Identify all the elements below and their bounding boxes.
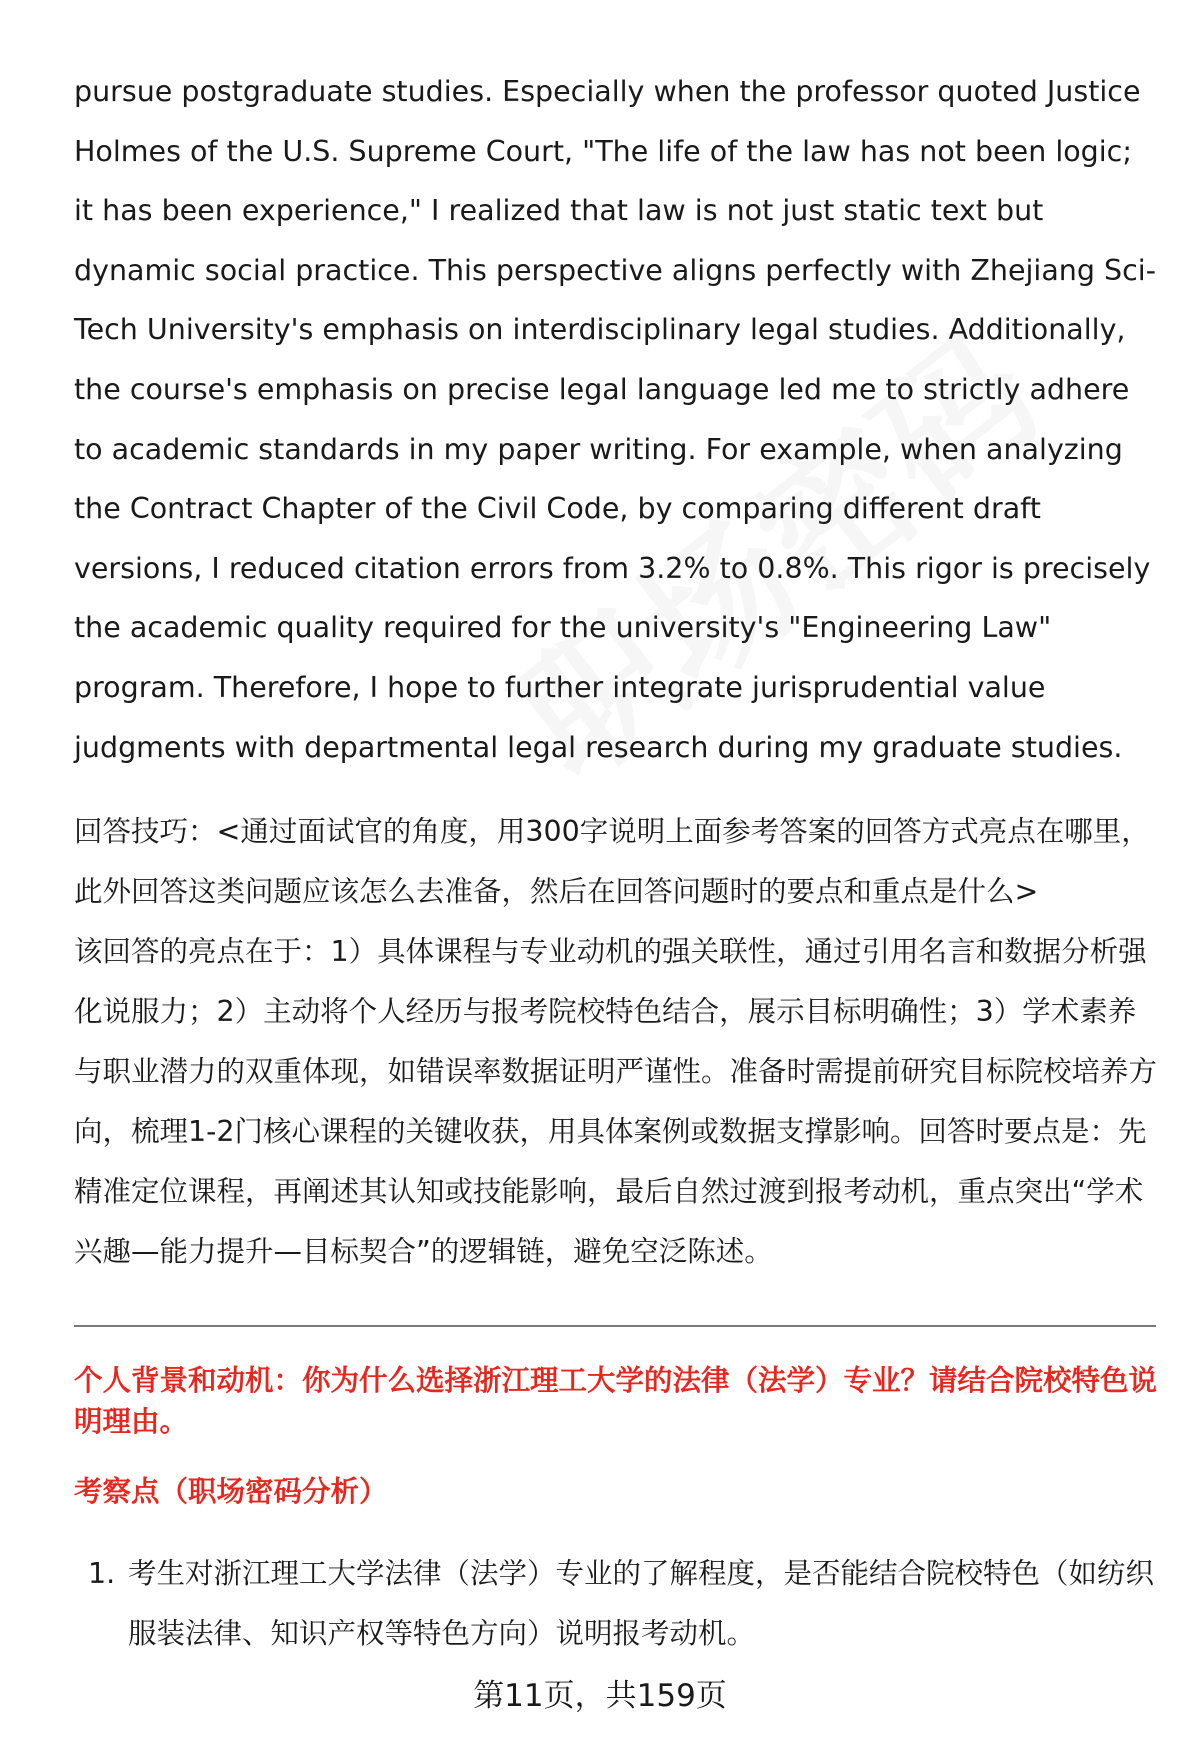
assessment-points-heading: 考察点（职场密码分析） <box>74 1475 388 1508</box>
section-divider <box>74 1325 1156 1327</box>
list-item <box>74 1544 1164 1664</box>
answer-tips-section <box>74 802 1164 1282</box>
question-heading: 个人背景和动机：你为什么选择浙江理工大学的法律（法学）专业？请结合院校特色说明理由。 <box>74 1364 1158 1438</box>
english-answer-paragraph: pursue postgraduate studies. Especially when the professor quoted Justice Holmes of the U.S. Supreme Court, "The life of the law has not been logic; it has been experience," I realized that law is not just static text but dynamic social practice. This perspective aligns perfectly with Zhejiang Sci-Tech University's emphasis on interdisciplinary legal studies. Additionally, the course's emphasis on precise legal language led me to strictly adhere to academic standards in my paper writing. For example, when analyzing the Contract Chapter of the Civil Code, by comparing different draft versions, I reduced citation errors from 3.2% to 0.8%. This rigor is precisely the academic quality required for the university's "Engineering Law" program. Therefore, I hope to further integrate jurisprudential value judgments with departmental legal research during my graduate studies. <box>74 75 1156 764</box>
list-item-text: 考生对浙江理工大学法律（法学）专业的了解程度，是否能结合院校特色（如纺织服装法律、知识产权等特色方向）说明报考动机。 <box>128 1557 1155 1650</box>
answer-tips-body: 该回答的亮点在于：1）具体课程与专业动机的强关联性，通过引用名言和数据分析强化说服力；2）主动将个人经历与报考院校特色结合，展示目标明确性；3）学术素养与职业潜力的双重体现，如错误率数据证明严谨性。准备时需提前研究目标院校培养方向，梳理1-2门核心课程的关键收获，用具体案例或数据支撑影响。回答时要点是：先精准定位课程，再阐述其认知或技能影响，最后自然过渡到报考动机，重点突出“学术兴趣—能力提升—目标契合”的逻辑链，避免空泛陈述。 <box>74 935 1158 1268</box>
answer-tips-prompt: 回答技巧：<通过面试官的角度，用300字说明上面参考答案的回答方式亮点在哪里，此外回答这类问题应该怎么去准备，然后在回答问题时的要点和重点是什么> <box>74 815 1150 908</box>
page-number-footer: 第11页，共159页 <box>473 1678 727 1714</box>
list-item-number: 1. <box>88 1557 116 1590</box>
assessment-points-list <box>74 1544 1164 1664</box>
